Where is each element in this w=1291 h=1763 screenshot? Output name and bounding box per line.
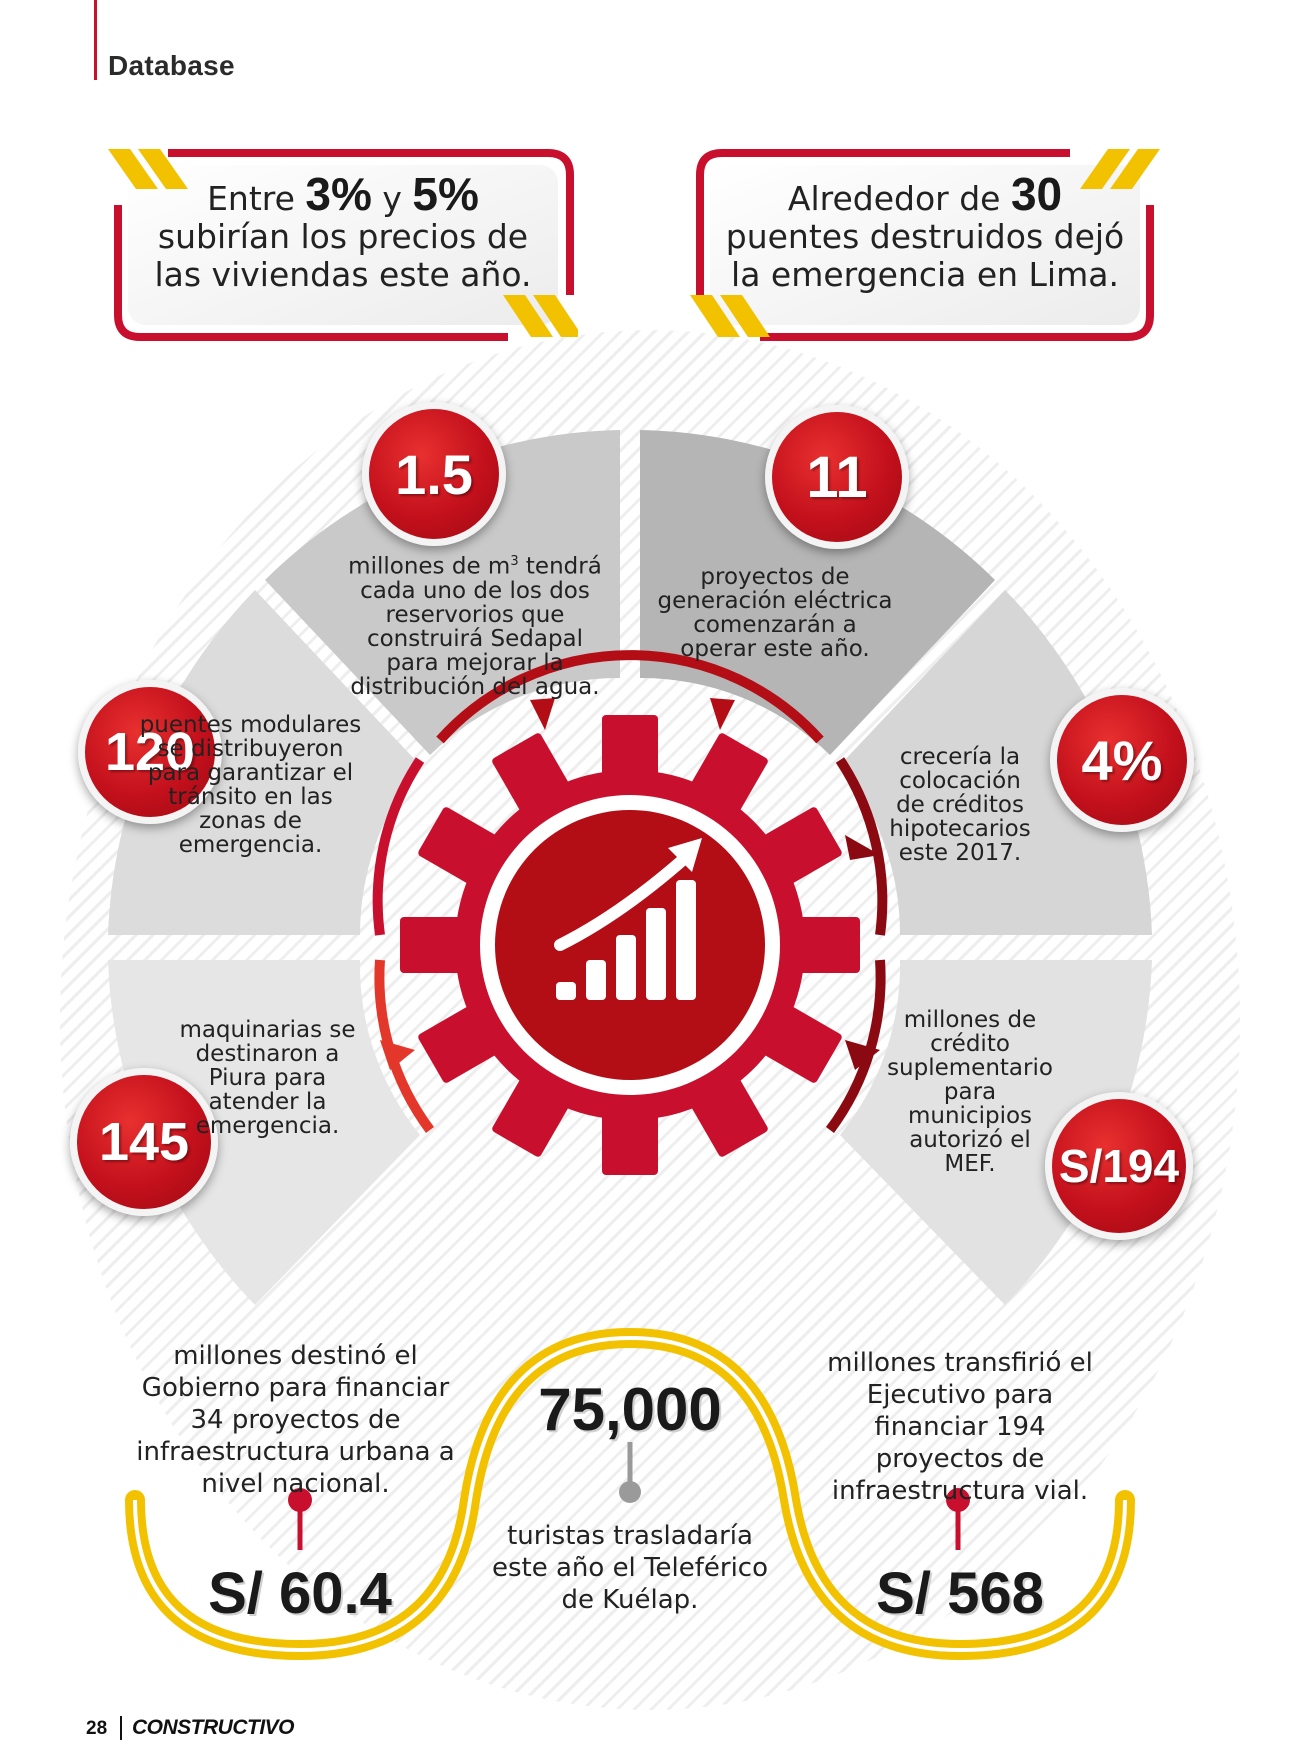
quote-text: Entre 3% y 5% subirían los precios de las viviendas este año. (154, 168, 532, 294)
stat-circle-machines: 145 (70, 1068, 218, 1216)
bottom-value-center: 75,000 (538, 1376, 722, 1443)
magazine-brand: CONSTRUCTIVO (132, 1716, 294, 1739)
stat-circle-reservoirs: 1.5 (362, 402, 506, 546)
bottom-value-left: S/ 60.4 (208, 1561, 392, 1626)
stat-desc-reservoirs: millones de $m^3$ tendrá cada uno de los dos reservorios que construirá Sedapal para mejorar la distribución del agua. (348, 553, 602, 700)
stat-circle-projects: 11 (765, 405, 909, 549)
bottom-desc-left: millones destinó el Gobierno para financiar 34 proyectos de infraestructura urbana a nivel nacional. (136, 1341, 455, 1499)
stat-desc-credits: crecería la colocación de créditos hipotecarios este 2017. (889, 744, 1031, 866)
stat-circle-bridges: 120 (78, 680, 222, 824)
footer-separator (120, 1716, 122, 1740)
bottom-desc-center: turistas trasladaría este año el Teleférico de Kuélap. (491, 1521, 768, 1615)
page-number: 28 (86, 1718, 108, 1739)
stat-desc-machines: maquinarias se destinaron a Piura para atender la emergencia. (179, 1017, 356, 1139)
stat-circle-mef: S/194 (1045, 1092, 1193, 1240)
bottom-desc-right: millones transfirió el Ejecutivo para financiar 194 proyectos de infraestructura vial. (827, 1348, 1093, 1506)
bottom-value-right: S/ 568 (876, 1561, 1044, 1626)
stat-desc-mef: millones de crédito suplementario para municipios autorizó el MEF. (887, 1007, 1053, 1177)
stat-desc-projects: proyectos de generación eléctrica comenzarán a operar este año. (657, 564, 893, 662)
pin-center-icon (619, 1442, 641, 1503)
stat-desc-bridges: puentes modulares se distribuyeron para garantizar el tránsito en las zonas de emergencia. (139, 712, 362, 858)
stat-circle-credits: 4% (1050, 688, 1194, 832)
quote-text: Alrededor de 30 puentes destruidos dejó la emergencia en Lima. (725, 168, 1125, 294)
section-label: Database (108, 50, 235, 81)
